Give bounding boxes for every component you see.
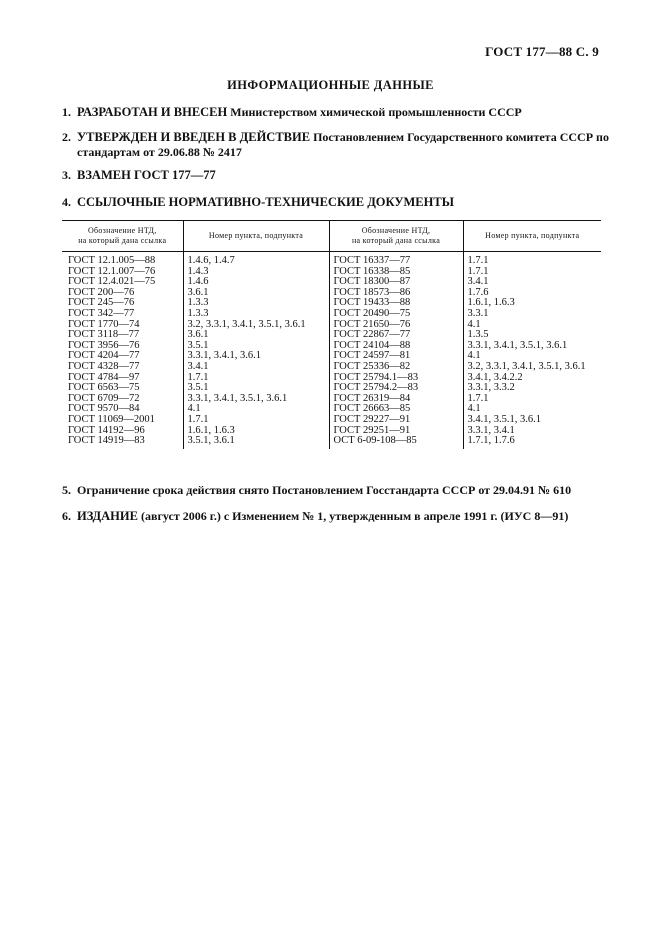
section-heading: РАЗРАБОТАН И ВНЕСЕН [77, 105, 228, 119]
item-cell: 1.3.3 [183, 298, 329, 309]
ntd-cell: ГОСТ 1770—74 [68, 318, 140, 330]
column-header-line: на который дана ссылка [78, 236, 167, 245]
section-5 [62, 483, 610, 498]
section-text: Ограничение срока действия снято Постановлением Госстандарта СССР от 29.04.91 № 610 [77, 483, 572, 497]
ntd-cell: ГОСТ 3118—77 [68, 329, 140, 341]
table-row [62, 277, 601, 288]
section-heading: ВЗАМЕН ГОСТ 177—77 [77, 168, 216, 182]
ntd-cell: ГОСТ 24597—81 [329, 351, 463, 362]
item-cell: 1.7.1 [463, 252, 601, 267]
item-cell: 1.7.1 [183, 373, 329, 384]
item-cell: 3.3.1 [463, 309, 601, 320]
table-row [62, 373, 601, 384]
ntd-cell: ГОСТ 4204—77 [68, 350, 140, 362]
ntd-cell: ГОСТ 16337—77 [329, 252, 463, 267]
section-heading: УТВЕРЖДЕН И ВВЕДЕН В ДЕЙСТВИЕ [77, 130, 311, 144]
ntd-cell: ГОСТ 6709—72 [68, 392, 140, 404]
table-row [62, 288, 601, 299]
ntd-cell: ГОСТ 16338—85 [329, 267, 463, 278]
section-number: 3. [62, 168, 71, 182]
item-cell: 3.4.1 [463, 277, 601, 288]
ntd-cell: ГОСТ 18300—87 [329, 277, 463, 288]
item-cell: 1.7.6 [463, 288, 601, 299]
item-cell: 3.3.1, 3.3.2 [463, 383, 601, 394]
section-heading: ИЗДАНИЕ [77, 509, 138, 523]
ntd-cell: ГОСТ 4784—97 [68, 371, 140, 383]
section-number: 4. [62, 195, 71, 209]
ntd-cell: ГОСТ 25336—82 [329, 362, 463, 373]
reference-documents-table [62, 220, 601, 449]
item-cell: 3.2, 3.3.1, 3.4.1, 3.5.1, 3.6.1 [183, 320, 329, 331]
document-title: ИНФОРМАЦИОННЫЕ ДАННЫЕ [227, 78, 434, 92]
table-row [62, 383, 601, 394]
ntd-cell: ГОСТ 245—76 [68, 297, 135, 309]
column-header-ntd [62, 221, 183, 252]
item-cell: 1.3.5 [463, 330, 601, 341]
ntd-cell: ГОСТ 18573—86 [329, 288, 463, 299]
item-cell: 3.5.1 [183, 383, 329, 394]
ntd-cell: ГОСТ 200—76 [68, 286, 135, 298]
table-row [62, 252, 601, 267]
ntd-cell: ГОСТ 24104—88 [329, 341, 463, 352]
column-header-line: Обозначение НТД, [87, 226, 157, 235]
section-text: (август 2006 г.) с Изменением № 1, утвержденным в апреле 1991 г. (ИУС 8—91) [137, 509, 569, 523]
item-cell: 1.4.3 [183, 267, 329, 278]
column-header-line: на который дана ссылка [351, 236, 441, 245]
item-cell: 3.2, 3.3.1, 3.4.1, 3.5.1, 3.6.1 [463, 362, 601, 373]
ntd-cell: ГОСТ 12.1.007—76 [68, 265, 156, 277]
ntd-cell: ГОСТ 12.1.005—88 [68, 255, 156, 266]
item-cell: 1.7.1 [463, 267, 601, 278]
item-cell: 3.4.1 [183, 362, 329, 373]
item-cell: 3.3.1, 3.4.1, 3.5.1, 3.6.1 [183, 394, 329, 405]
ntd-cell: ГОСТ 29251—91 [329, 426, 463, 437]
column-header-ntd-2 [329, 221, 463, 252]
item-cell: 1.4.6 [183, 277, 329, 288]
section-number: 5. [62, 483, 71, 497]
ntd-cell: ГОСТ 3956—76 [68, 339, 140, 351]
item-cell: 3.3.1, 3.4.1, 3.6.1 [183, 351, 329, 362]
item-cell: 3.6.1 [183, 330, 329, 341]
table-row [62, 298, 601, 309]
column-header-line: Обозначение НТД, [361, 226, 431, 235]
item-cell: 3.3.1, 3.4.1, 3.5.1, 3.6.1 [463, 341, 601, 352]
section-number: 6. [62, 509, 71, 523]
ntd-cell: ГОСТ 25794.1—83 [329, 373, 463, 384]
item-cell: 3.6.1 [183, 288, 329, 299]
item-cell: 1.3.3 [183, 309, 329, 320]
ntd-cell: ОСТ 6-09-108—85 [329, 436, 463, 449]
ntd-cell: ГОСТ 12.4.021—75 [68, 276, 156, 288]
ntd-cell: ГОСТ 25794.2—83 [329, 383, 463, 394]
item-cell: 4.1 [463, 320, 601, 331]
column-header-item: Номер пункта, подпункта [183, 221, 329, 252]
ntd-cell: ГОСТ 26663—85 [329, 404, 463, 415]
table-header-row [62, 221, 601, 252]
item-cell: 1.6.1, 1.6.3 [463, 298, 601, 309]
section-text: Постановлением Государственного комитета СССР по [310, 130, 609, 144]
item-cell: 3.4.1, 3.5.1, 3.6.1 [463, 415, 601, 426]
table-row [62, 362, 601, 373]
ntd-cell: ГОСТ 21650—76 [329, 320, 463, 331]
item-cell: 1.7.1 [463, 394, 601, 405]
item-cell: 4.1 [463, 351, 601, 362]
table-row [62, 415, 601, 426]
column-header-item-2: Номер пункта, подпункта [463, 221, 601, 252]
ntd-cell: ГОСТ 26319—84 [329, 394, 463, 405]
item-cell: 3.3.1, 3.4.1 [463, 426, 601, 437]
item-cell: 1.7.1 [183, 415, 329, 426]
table-row [62, 320, 601, 331]
item-cell: 1.4.6, 1.4.7 [183, 252, 329, 267]
item-cell: 3.4.1, 3.4.2.2 [463, 373, 601, 384]
ntd-cell: ГОСТ 6563—75 [68, 382, 140, 394]
item-cell: 1.7.1, 1.7.6 [463, 436, 601, 449]
section-number: 2. [62, 130, 71, 144]
section-text: Министерством химической промышленности СССР [227, 105, 522, 119]
section-2 [62, 130, 610, 160]
table-row [62, 309, 601, 320]
section-number: 1. [62, 105, 71, 119]
page-header: ГОСТ 177—88 С. 9 [485, 44, 599, 59]
section-1 [62, 105, 610, 120]
ntd-cell: ГОСТ 4328—77 [68, 360, 140, 372]
table-row [62, 436, 601, 449]
item-cell: 4.1 [183, 404, 329, 415]
ntd-cell: ГОСТ 20490—75 [329, 309, 463, 320]
ntd-cell: ГОСТ 11069—2001 [68, 413, 155, 425]
ntd-cell: ГОСТ 14919—83 [68, 435, 145, 447]
table-row [62, 341, 601, 352]
item-cell: 4.1 [463, 404, 601, 415]
item-cell: 1.6.1, 1.6.3 [183, 426, 329, 437]
section-text-continuation: стандартам от 29.06.88 № 2417 [77, 145, 242, 159]
ntd-cell: ГОСТ 22867—77 [329, 330, 463, 341]
section-4 [62, 195, 610, 210]
table-row [62, 394, 601, 405]
section-3 [62, 168, 610, 183]
ntd-cell: ГОСТ 9570—84 [68, 403, 140, 415]
item-cell: 3.5.1, 3.6.1 [183, 436, 329, 449]
ntd-cell: ГОСТ 19433—88 [329, 298, 463, 309]
section-heading: ССЫЛОЧНЫЕ НОРМАТИВНО-ТЕХНИЧЕСКИЕ ДОКУМЕНТЫ [77, 195, 454, 209]
ntd-cell: ГОСТ 342—77 [68, 307, 135, 319]
ntd-cell: ГОСТ 14192—96 [68, 424, 145, 436]
ntd-cell: ГОСТ 29227—91 [329, 415, 463, 426]
item-cell: 3.5.1 [183, 341, 329, 352]
section-6 [62, 509, 610, 524]
